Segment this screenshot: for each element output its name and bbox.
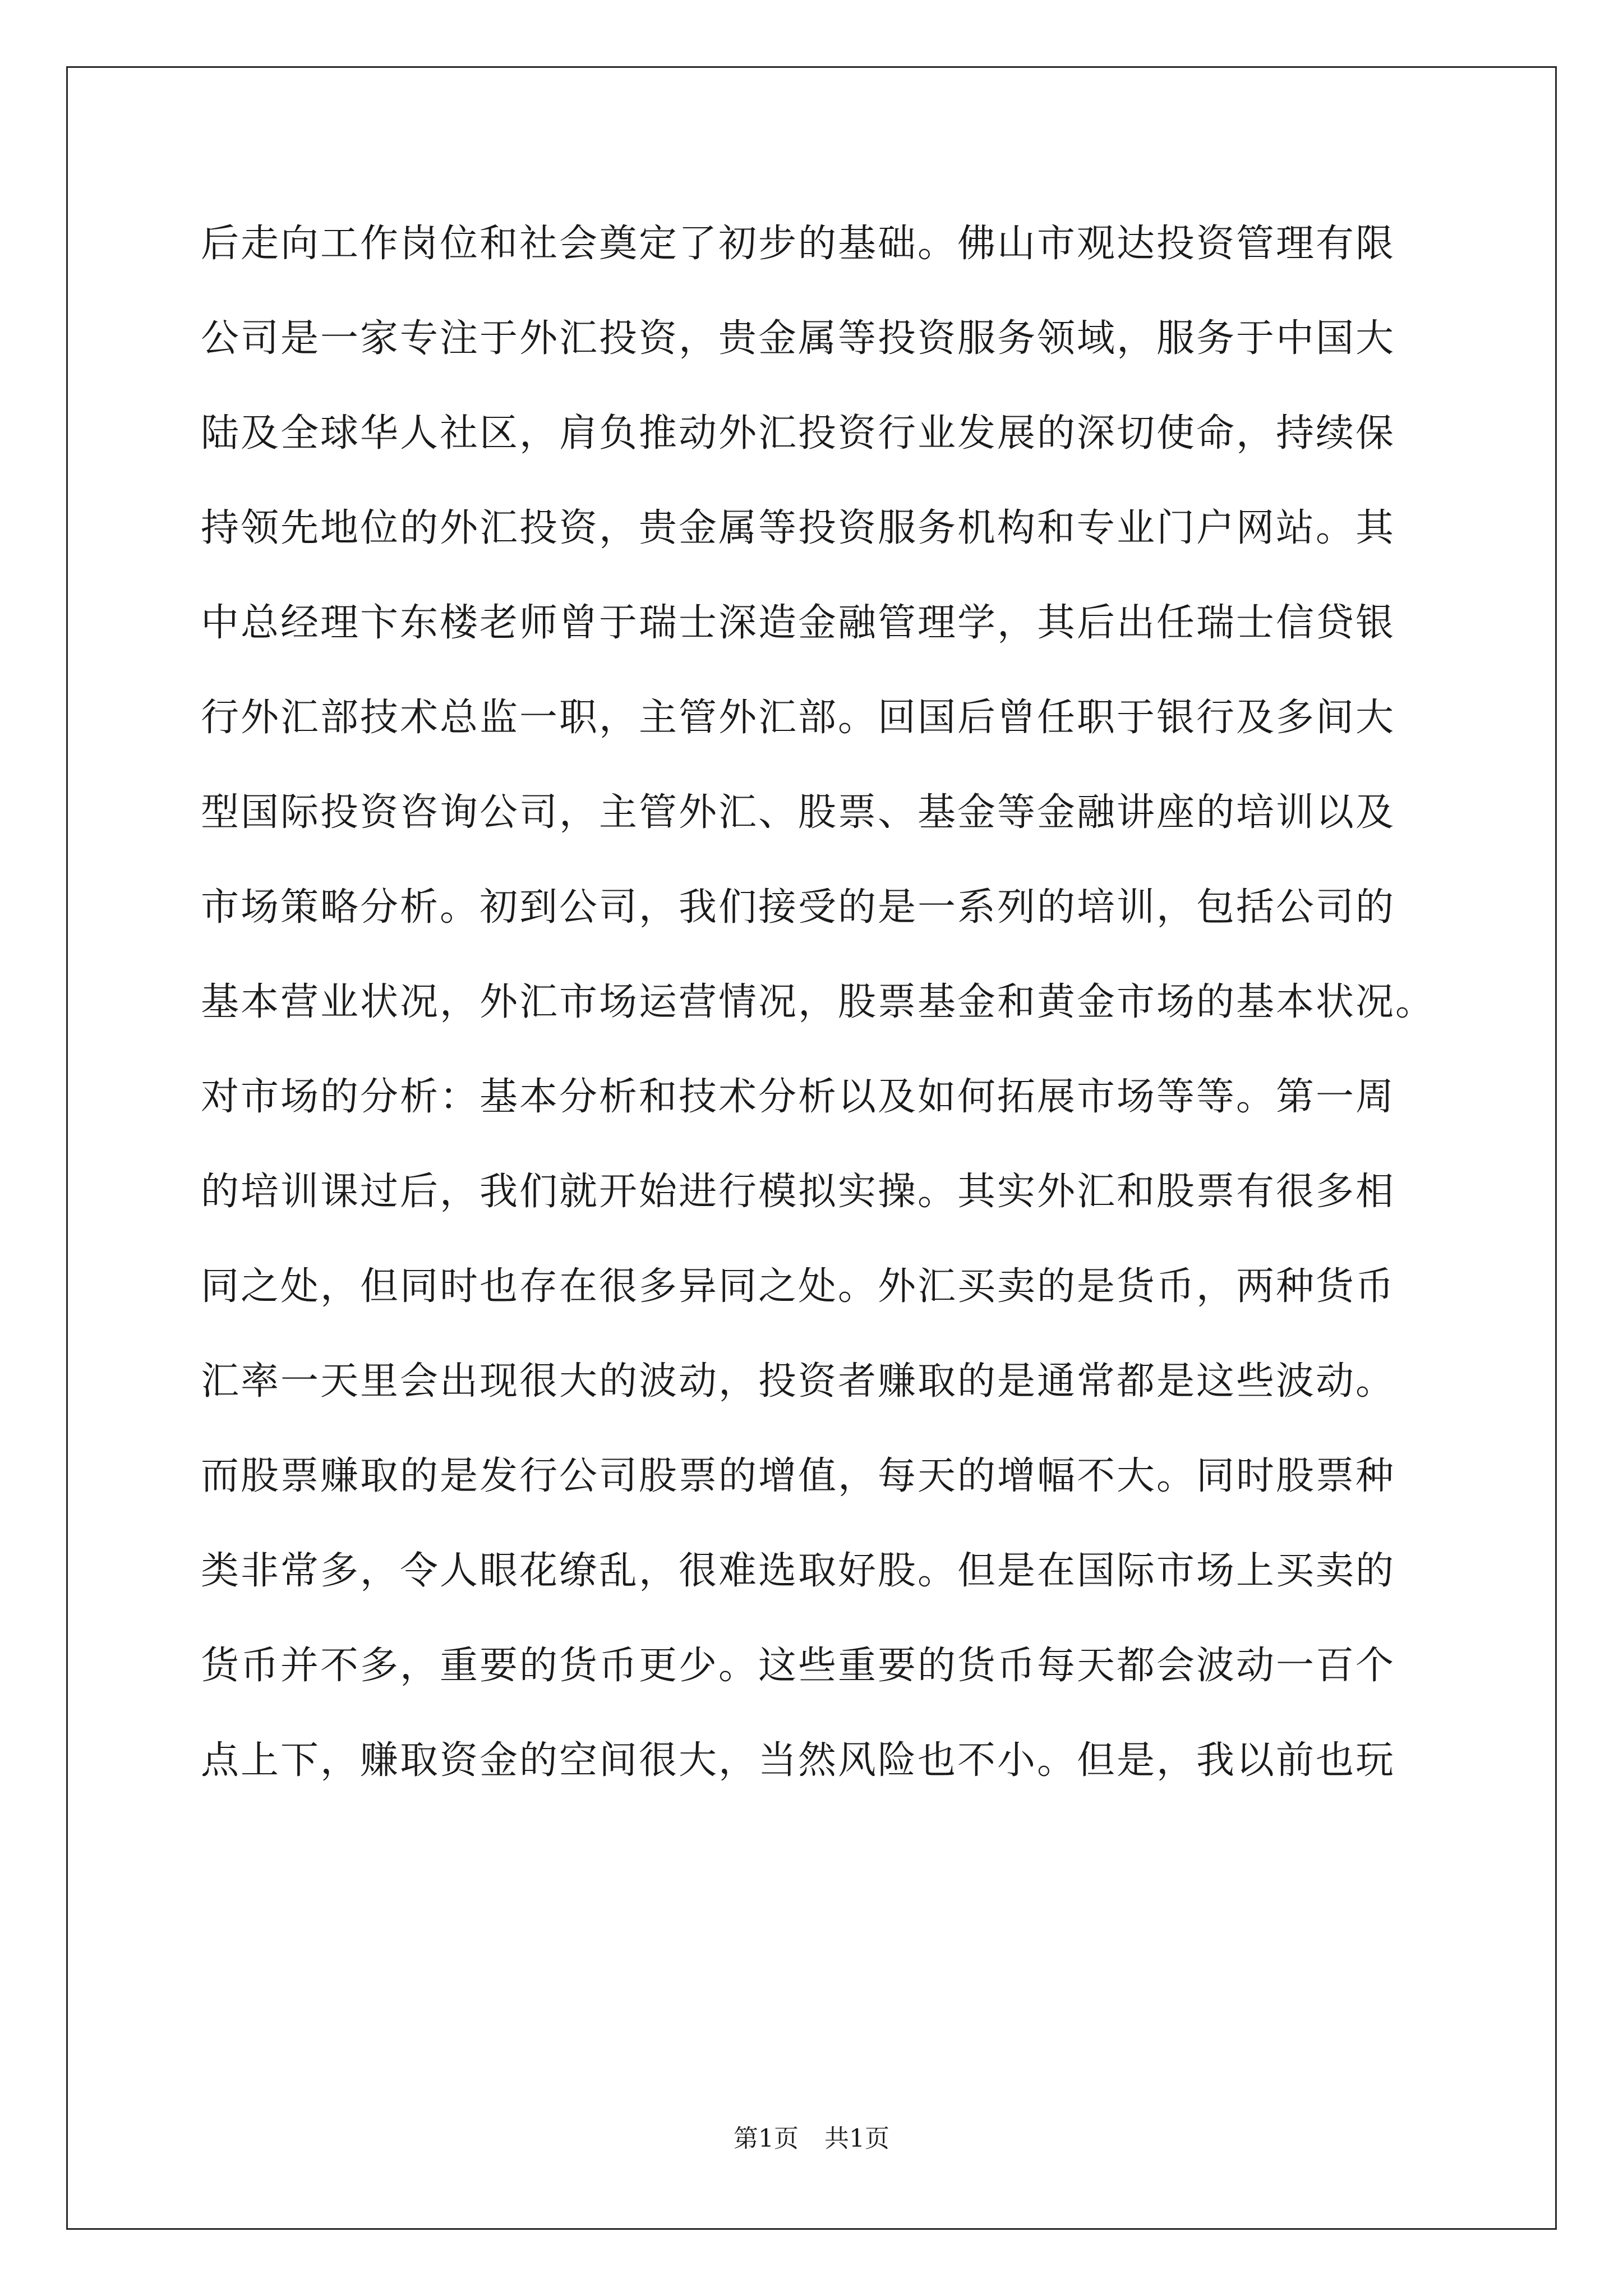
page-number: 第1页 bbox=[734, 2124, 799, 2153]
text-line: 的培训课过后，我们就开始进行模拟实操。其实外汇和股票有很多相 bbox=[201, 1170, 1396, 1214]
page-total: 共1页 bbox=[824, 2124, 889, 2153]
text-line: 中总经理卞东楼老师曾于瑞士深造金融管理学，其后出任瑞士信贷银 bbox=[201, 601, 1396, 645]
text-line: 行外汇部技术总监一职，主管外汇部。回国后曾任职于银行及多间大 bbox=[201, 696, 1396, 740]
text-line: 公司是一家专注于外汇投资，贵金属等投资服务领域，服务于中国大 bbox=[201, 316, 1396, 361]
text-line: 后走向工作岗位和社会奠定了初步的基础。佛山市观达投资管理有限 bbox=[201, 222, 1396, 266]
text-line: 汇率一天里会出现很大的波动，投资者赚取的是通常都是这些波动。 bbox=[201, 1359, 1396, 1404]
text-line: 型国际投资咨询公司，主管外汇、股票、基金等金融讲座的培训以及 bbox=[201, 790, 1396, 835]
text-line: 货币并不多，重要的货币更少。这些重要的货币每天都会波动一百个 bbox=[201, 1644, 1396, 1688]
text-line: 市场策略分析。初到公司，我们接受的是一系列的培训，包括公司的 bbox=[201, 885, 1396, 930]
text-line: 基本营业状况，外汇市场运营情况，股票基金和黄金市场的基本状况。 bbox=[201, 980, 1436, 1024]
text-line: 点上下，赚取资金的空间很大，当然风险也不小。但是，我以前也玩 bbox=[201, 1738, 1396, 1783]
page-footer bbox=[0, 2123, 1623, 2155]
text-line: 持领先地位的外汇投资，贵金属等投资服务机构和专业门户网站。其 bbox=[201, 506, 1396, 550]
text-line: 类非常多，令人眼花缭乱，很难选取好股。但是在国际市场上买卖的 bbox=[201, 1549, 1396, 1593]
text-line: 同之处，但同时也存在很多异同之处。外汇买卖的是货币，两种货币 bbox=[201, 1264, 1396, 1309]
text-line: 对市场的分析：基本分析和技术分析以及如何拓展市场等等。第一周 bbox=[201, 1075, 1396, 1119]
text-line: 陆及全球华人社区，肩负推动外汇投资行业发展的深切使命，持续保 bbox=[201, 411, 1396, 455]
document-body bbox=[201, 215, 1435, 1826]
text-line: 而股票赚取的是发行公司股票的增值，每天的增幅不大。同时股票种 bbox=[201, 1454, 1396, 1498]
